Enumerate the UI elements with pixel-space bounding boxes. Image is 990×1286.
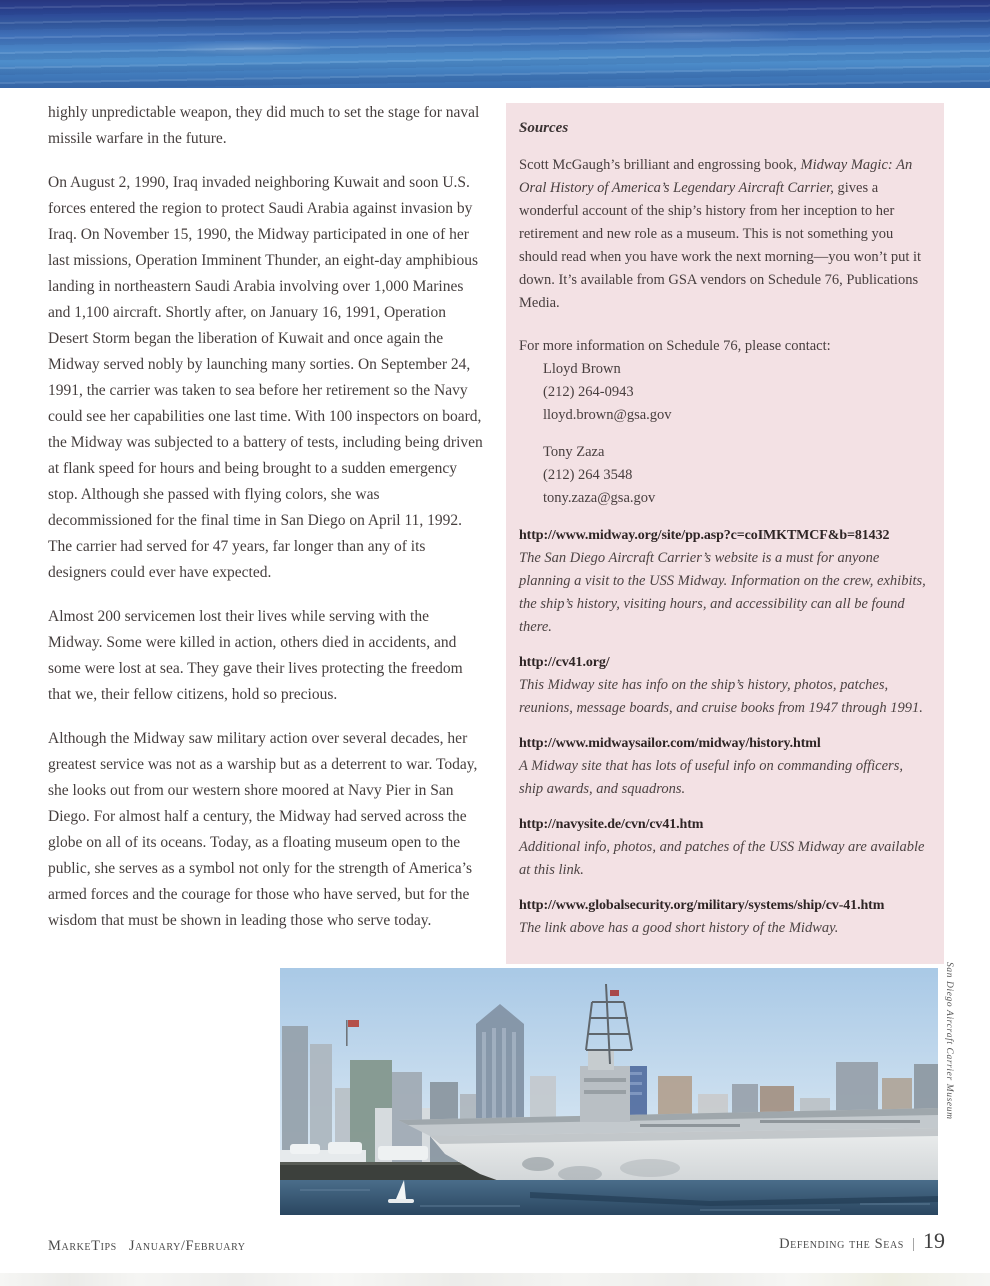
source-link-url[interactable]: http://www.midway.org/site/pp.asp?c=coIMKTMCF&b=81432	[519, 528, 890, 543]
source-link-description: The San Diego Aircraft Carrier’s website is a must for anyone planning a visit to the USS Midway. Information on the crew, exhibits, the ship’s history, visiting hours, and accessibility can all be found there.	[519, 550, 926, 635]
footer-issue: January/February	[128, 1238, 246, 1254]
article-paragraph: highly unpredictable weapon, they did much to set the stage for naval missile warfare in the future.	[48, 104, 480, 147]
source-link-block	[519, 894, 929, 940]
source-link-url[interactable]: http://www.midwaysailor.com/midway/history.html	[519, 736, 821, 751]
article-paragraph: Almost 200 servicemen lost their lives while serving with the Midway. Some were killed in action, others died in accidents, and some were lost at sea. They gave their lives protecting the freedom that we, their fellow citizens, hold so precious.	[48, 608, 463, 703]
ocean-banner-image	[0, 0, 990, 88]
footer-publication-title: MarkeTips	[48, 1238, 117, 1254]
sources-panel	[506, 103, 944, 964]
contact-email: lloyd.brown@gsa.gov	[543, 407, 672, 423]
contact-email: tony.zaza@gsa.gov	[543, 490, 656, 506]
contact-card	[543, 441, 929, 510]
source-link-description: This Midway site has info on the ship’s history, photos, patches, reunions, message boards, and cruise books from 1947 through 1991.	[519, 677, 923, 716]
source-link-block	[519, 732, 929, 801]
source-link-block	[519, 524, 929, 639]
contact-phone: (212) 264-0943	[543, 384, 634, 400]
book-title: Midway Magic: An Oral History of America’s Legendary Aircraft Carrier,	[519, 157, 913, 196]
source-link-description: Additional info, photos, and patches of the USS Midway are available at this link.	[519, 839, 925, 878]
source-link-url[interactable]: http://www.globalsecurity.org/military/systems/ship/cv-41.htm	[519, 898, 885, 913]
source-link-description: The link above has a good short history of the Midway.	[519, 920, 839, 936]
contact-phone: (212) 264 3548	[543, 467, 633, 483]
footer-publication	[48, 1238, 246, 1255]
sources-heading: Sources	[519, 120, 569, 136]
contact-name: Lloyd Brown	[543, 361, 621, 377]
sources-intro-text: gives a wonderful account of the ship’s history from her inception to her retirement and new role as a museum. This is not something you should read when you have work the next morning—you won’t put it down. It’s available from GSA vendors on Schedule 76, Publications Media.	[519, 180, 922, 311]
article-body	[48, 100, 484, 952]
page-number: 19	[923, 1228, 945, 1253]
article-paragraph: On August 2, 1990, Iraq invaded neighboring Kuwait and soon U.S. forces entered the region to protect Saudi Arabia against invasion by Iraq. On November 15, 1990, the Midway participated in one of her last missions, Operation Imminent Thunder, an eight-day amphibious landing in northeastern Saudi Arabia involving over 1,000 Marines and 1,100 aircraft. Shortly after, on January 16, 1991, Operation Desert Storm began the liberation of Kuwait and once again the Midway served nobly by launching many sorties. On September 24, 1991, the carrier was taken to sea before her retirement so the Navy could see her capabilities one last time. With 100 inspectors on board, the Midway was subjected to a battery of tests, including being driven at flank speed for hours and being brought to a sudden emergency stop. Although she passed with flying colors, she was decommissioned for the final time in San Diego on April 11, 1992. The carrier had served for 47 years, far longer than any of its designers could ever have expected.	[48, 174, 483, 581]
contact-name: Tony Zaza	[543, 444, 605, 460]
source-link-url[interactable]: http://navysite.de/cvn/cv41.htm	[519, 817, 704, 832]
source-link-url[interactable]: http://cv41.org/	[519, 655, 610, 670]
midway-harbor-photo-art	[280, 968, 938, 1215]
footer-section	[779, 1228, 945, 1254]
article-paragraph: Although the Midway saw military action over several decades, her greatest service was not as a warship but as a deterrent to war. Today, she looks out from our western shore moored at Navy Pier in San Diego. For almost half a century, the Midway had served across the globe on all of its oceans. Today, as a floating museum open to the public, she serves as a symbol not only for the strength of America’s armed forces and the courage for those who have served, but for the wisdom that must be shown in leading those who serve today.	[48, 730, 478, 929]
midway-harbor-photo	[280, 968, 938, 1215]
contact-card	[543, 358, 929, 427]
source-link-block	[519, 813, 929, 882]
page-bottom-scan-edge	[0, 1273, 990, 1286]
photo-credit: San Diego Aircraft Carrier Museum	[944, 962, 954, 1120]
source-link-description: A Midway site that has lots of useful info on commanding officers, ship awards, and squadrons.	[519, 758, 903, 797]
footer-divider: |	[911, 1236, 915, 1252]
source-link-block	[519, 651, 929, 720]
sources-intro	[519, 154, 929, 315]
contact-intro: For more information on Schedule 76, please contact:	[519, 338, 831, 354]
footer-section-title: Defending the Seas	[779, 1236, 904, 1252]
sources-intro-text: Scott McGaugh’s brilliant and engrossing book,	[519, 157, 801, 173]
